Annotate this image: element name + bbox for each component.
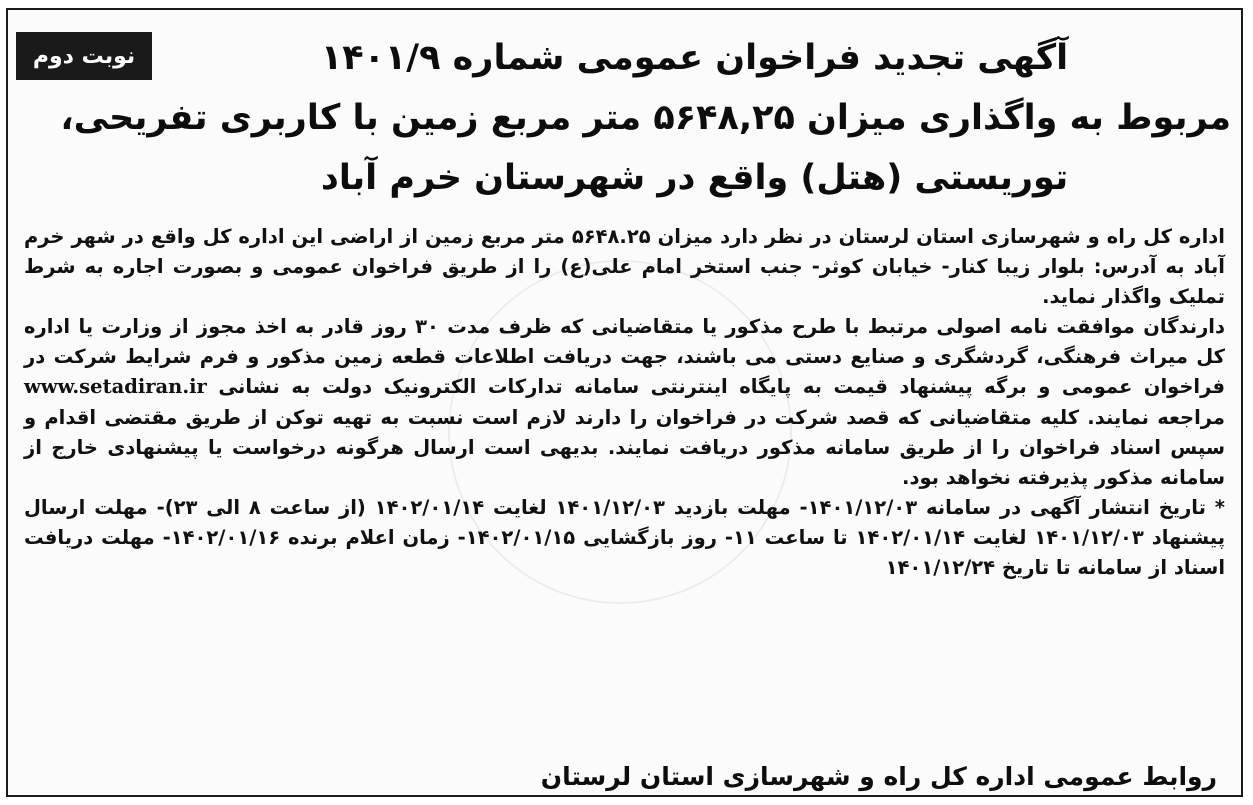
body-paragraph-2-end: مراجعه نمایند. کلیه متقاضیانی که قصد شرکت در فراخوان را دارند لازم است نسبت به تهیه توکن از طریق مقتضی اقدام و سپس اسناد فراخوان را از طریق سامانه مذکور دریافت نمایند. بدیهی است ارسال هرگونه درخواست یا پیشنهادی خارج از سامانه مذکور پذیرفته نخواهد بود. [24,405,1225,489]
body-paragraph-1: اداره کل راه و شهرسازی استان لرستان در نظر دارد میزان ۵۶۴۸.۲۵ متر مربع زمین از اراضی این اداره کل واقع در شهر خرم آباد به آدرس: بلوار زیبا کنار- خیابان کوثر- جنب استخر امام علی(ع) را از طریق فراخوان عمومی و بصورت اجاره به شرط تملیک واگذار نماید. [24,225,1225,309]
title-line-1: آگهی تجدید فراخوان عمومی شماره ۱۴۰۱/۹ [320,38,1069,78]
body-paragraph-2 [24,312,1225,493]
signature: روابط عمومی اداره کل راه و شهرسازی استان لرستان [540,762,1217,791]
notice-frame [6,8,1243,797]
title-line-3: توریستی (هتل) واقع در شهرستان خرم آباد [320,158,1069,198]
body-paragraph-dates: * تاریخ انتشار آگهی در سامانه ۱۴۰۱/۱۲/۰۳- مهلت بازدید ۱۴۰۱/۱۲/۰۳ لغایت ۱۴۰۲/۰۱/۱۴ (از ساعت ۸ الی ۲۳)- مهلت ارسال پیشنهاد ۱۴۰۱/۱۲/۰۳ لغایت ۱۴۰۲/۰۱/۱۴ تا ساعت ۱۱- روز بازگشایی ۱۴۰۲/۰۱/۱۵- زمان اعلام برنده ۱۴۰۲/۰۱/۱۶- مهلت دریافت اسناد از سامانه تا تاریخ ۱۴۰۱/۱۲/۲۴ [24,495,1226,580]
round-badge: نوبت دوم [16,32,152,80]
title-line-2: مربوط به واگذاری میزان ۵۶۴۸,۲۵ متر مربع زمین با کاربری تفریحی، [60,98,1231,138]
body-paragraph-2-start: دارندگان موافقت نامه اصولی مرتبط با طرح مذکور یا متقاضیانی که ظرف مدت ۳۰ روز قادر به اخذ مجوز از وزارت یا اداره کل میراث فرهنگی، گردشگری و صنایع دستی می باشند، جهت دریافت اطلاعات قطعه زمین مذکور و فرم شرایط شرکت در فراخوان عمومی و برگه پیشنهاد قیمت به پایگاه اینترنتی سامانه تدارکات الکترونیک دولت به نشانی [24,315,1226,399]
notice-body [24,222,1225,583]
website-link[interactable]: www.setadiran.ir [24,375,207,399]
